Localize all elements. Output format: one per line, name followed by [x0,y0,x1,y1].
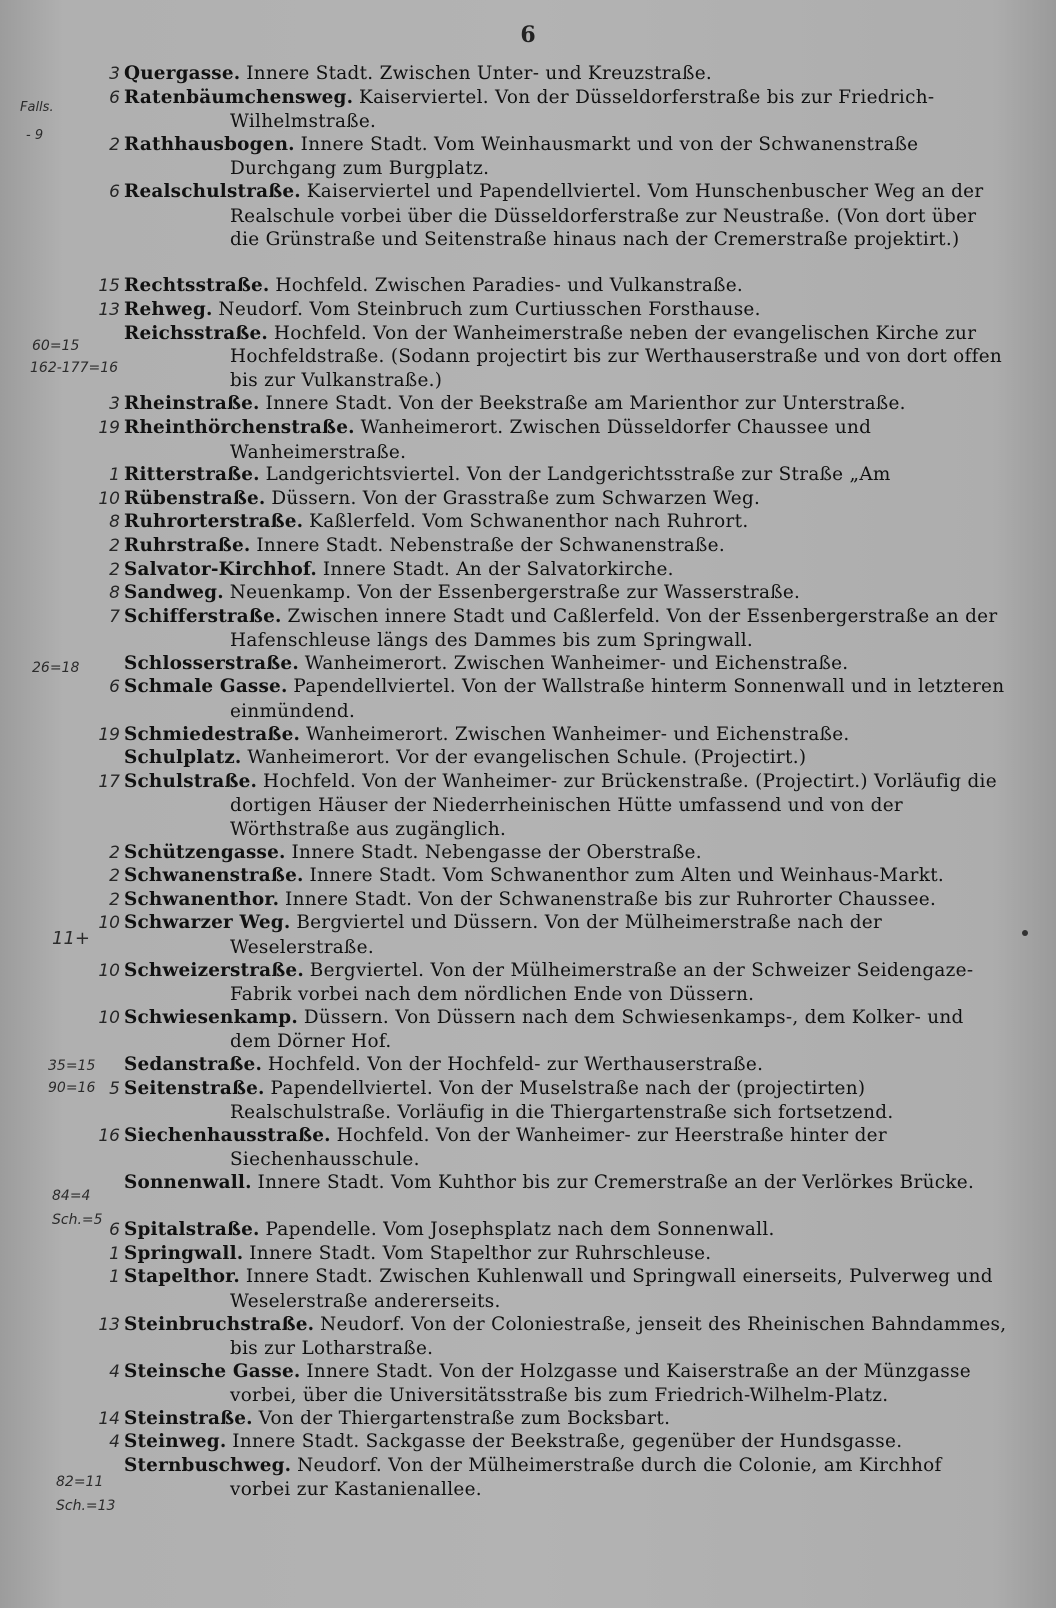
street-entry [0,746,1056,770]
street-name: Rathhausbogen. [124,133,295,155]
street-name: Sedanstraße. [124,1053,263,1075]
street-entry [0,1006,1056,1053]
handwritten-number: 13 [98,1314,120,1335]
margin-note: 90=16 [48,1080,96,1096]
handwritten-number: 2 [109,842,120,863]
street-entry [0,841,1056,865]
handwritten-number: 6 [109,1220,120,1241]
street-description: Neuenkamp. Von der Essenbergerstraße zur Wasserstraße. [229,582,801,604]
street-description: Kaßlerfeld. Vom Schwanenthor nach Ruhrort. [309,511,749,533]
street-name: Steinsche Gasse. [124,1360,301,1382]
street-entry [0,322,1056,393]
handwritten-number: 2 [109,559,120,580]
street-name: Schwiesenkamp. [124,1006,298,1028]
street-description: Papendellviertel. Von der Wallstraße hinterm Sonnenwall und in letzteren einmündend. [230,676,1005,723]
street-entry [0,463,1056,487]
street-name: Rheinthörchenstraße. [124,416,355,438]
street-entry [0,534,1056,558]
street-name: Quergasse. [124,63,241,84]
handwritten-number: 6 [109,181,120,202]
margin-note: Sch.=5 [52,1212,103,1228]
street-entry [0,1313,1056,1360]
street-description: Düssern. Von Düssern nach dem Schwiesenkamps-, dem Kolker- und dem Dörner Hof. [230,1006,964,1053]
street-description: Papendelle. Vom Josephsplatz nach dem Sonnenwall. [265,1219,775,1241]
handwritten-number: 10 [98,960,120,981]
street-description: Neudorf. Von der Mülheimerstraße durch die Colonie, am Kirchhof vorbei zur Kastanienallee. [230,1455,942,1500]
street-name: Schulstraße. [124,770,258,792]
street-entry [0,1430,1056,1454]
handwritten-number: 15 [98,276,120,297]
street-description: Innere Stadt. Vom Weinhausmarkt und von der Schwanenstraße Durchgang zum Burgplatz. [230,133,919,180]
street-entry [0,770,1056,841]
handwritten-number: 8 [109,583,120,604]
handwritten-number: 6 [109,677,120,698]
handwritten-number: 2 [109,134,120,155]
street-name: Ratenbäumchensweg. [124,86,354,108]
page-number: 6 [520,22,536,48]
street-description: Kaiserviertel und Papendellviertel. Vom Hunschenbuscher Weg an der Realschule vorbei über die Düsseldorferstraße zur Neustraße. (Von dort über die Grünstraße und Seitenstraße hinaus nach der Cremerstraße projektirt.) [230,180,984,251]
street-description: Bergviertel. Von der Mülheimerstraße an der Schweizer Seidengaze-Fabrik vorbei nach dem nördlichen Ende von Düssern. [230,959,974,1006]
street-entry [0,558,1056,582]
handwritten-number: 1 [109,1243,120,1264]
margin-note: 11+ [52,928,90,949]
street-entry [0,274,1056,298]
street-name: Sonnenwall. [124,1171,252,1193]
handwritten-number: 16 [98,1125,120,1146]
handwritten-number: 2 [109,866,120,887]
street-entry [0,86,1056,133]
street-name: Schlosserstraße. [124,652,299,674]
street-name: Rehweg. [124,298,213,320]
margin-note: 82=11 [56,1474,104,1490]
handwritten-number: 2 [109,535,120,556]
street-name: Schwanenstraße. [124,865,304,887]
margin-note: Falls. [20,100,54,115]
street-entry [0,1053,1056,1077]
handwritten-number: 1 [109,465,120,486]
street-description: Neudorf. Von der Coloniestraße, jenseit des Rheinischen Bahndammes, bis zur Lotharstraße. [230,1313,1007,1360]
street-name: Rübenstraße. [124,487,266,509]
street-description: Innere Stadt. Vom Kuhthor bis zur Cremerstraße an der Verlörkes Brücke. [257,1171,975,1193]
street-name: Spitalstraße. [124,1219,260,1241]
margin-note: - 9 [26,128,44,143]
street-name: Schützengasse. [124,841,286,863]
handwritten-number: 19 [98,417,120,438]
street-entry [0,180,1056,274]
street-description: Hochfeld. Zwischen Paradies- und Vulkanstraße. [275,275,744,297]
street-description: Wanheimerort. Vor der evangelischen Schule. (Projectirt.) [247,747,807,769]
street-entry [0,1454,1056,1501]
street-name: Ritterstraße. [124,464,260,486]
street-name: Steinweg. [124,1431,227,1453]
street-name: Sandweg. [124,582,224,604]
street-entry [0,959,1056,1006]
street-entry [0,1265,1056,1312]
street-name: Seitenstraße. [124,1077,265,1099]
street-name: Schifferstraße. [124,605,282,627]
street-entry [0,62,1056,86]
street-entry [0,298,1056,322]
street-entry [0,723,1056,747]
handwritten-number: 3 [109,394,120,415]
street-entry [0,1242,1056,1266]
street-description: Hochfeld. Von der Wanheimer- zur Heerstraße hinter der Siechenhausschule. [230,1124,887,1171]
street-name: Springwall. [124,1242,244,1264]
street-name: Salvator-Kirchhof. [124,558,317,580]
street-entry [0,864,1056,888]
street-entry [0,392,1056,416]
handwritten-number: 2 [109,889,120,910]
street-description: Innere Stadt. Vom Schwanenthor zum Alten und Weinhaus-Markt. [309,865,945,887]
handwritten-number: 10 [98,1007,120,1028]
street-description: Neudorf. Vom Steinbruch zum Curtiusschen Forsthause. [218,298,761,320]
street-entry [0,581,1056,605]
street-name: Realschulstraße. [124,180,301,202]
street-description: Innere Stadt. Zwischen Unter- und Kreuzstraße. [246,63,713,84]
street-description: Wanheimerort. Zwischen Wanheimer- und Eichenstraße. [305,723,850,745]
street-list [0,62,1056,1501]
street-description: Innere Stadt. Von der Beekstraße am Marienthor zur Unterstraße. [265,393,906,415]
street-name: Steinbruchstraße. [124,1313,315,1335]
street-description: Innere Stadt. An der Salvatorkirche. [322,558,674,580]
handwritten-number: 1 [109,1267,120,1288]
street-entry [0,1124,1056,1171]
street-description: Papendellviertel. Von der Muselstraße nach der (projectirten) Realschulstraße. Vorläufig in die Thiergartenstraße sich fortsetzend. [230,1077,894,1124]
street-entry [0,605,1056,652]
street-name: Schmale Gasse. [124,676,288,698]
street-entry [0,652,1056,676]
street-entry [0,1218,1056,1242]
street-description: Wanheimerort. Zwischen Düsseldorfer Chaussee und Wanheimerstraße. [230,416,872,463]
street-description: Innere Stadt. Vom Stapelthor zur Ruhrschleuse. [249,1242,712,1264]
street-description: Von der Thiergartenstraße zum Bocksbart. [258,1407,671,1429]
handwritten-number: 5 [109,1078,120,1099]
handwritten-number: 8 [109,512,120,533]
street-description: Kaiserviertel. Von der Düsseldorferstraße bis zur Friedrich-Wilhelmstraße. [230,86,935,133]
street-name: Rheinstraße. [124,393,260,415]
street-entry [0,1077,1056,1124]
street-entry [0,510,1056,534]
street-name: Schwarzer Weg. [124,912,291,934]
street-name: Stapelthor. [124,1266,240,1288]
handwritten-number: 4 [109,1432,120,1453]
street-entry [0,675,1056,722]
street-name: Reichsstraße. [124,322,269,344]
street-description: Innere Stadt. Von der Holzgasse und Kaiserstraße an der Münzgasse vorbei, über die Universitätsstraße bis zum Friedrich-Wilhelm-Platz. [230,1360,971,1407]
street-name: Sternbuschweg. [124,1455,292,1477]
street-description: Bergviertel und Düssern. Von der Mülheimerstraße nach der Weselerstraße. [230,912,883,959]
street-entry [0,133,1056,180]
handwritten-number: 13 [98,299,120,320]
street-entry [0,1407,1056,1431]
street-description: Düssern. Von der Grasstraße zum Schwarzen Weg. [271,487,761,509]
street-description: Innere Stadt. Zwischen Kuhlenwall und Springwall einerseits, Pulverweg und Weselerstraße andererseits. [230,1266,993,1312]
street-name: Rechtsstraße. [124,275,270,297]
handwritten-number: 10 [98,488,120,509]
handwritten-number: 4 [109,1361,120,1382]
street-description: Hochfeld. Von der Hochfeld- zur Werthauserstraße. [267,1053,764,1075]
street-name: Schweizerstraße. [124,959,304,981]
handwritten-number: 14 [98,1408,120,1429]
street-entry [0,416,1056,463]
margin-note: 162-177=16 [30,360,119,376]
street-description: Landgerichtsviertel. Von der Landgerichtsstraße zur Straße „Am [265,464,891,486]
street-description: Innere Stadt. Nebengasse der Oberstraße. [291,841,702,863]
street-description: Innere Stadt. Von der Schwanenstraße bis zur Ruhrorter Chaussee. [285,888,937,910]
handwritten-number: 6 [109,87,120,108]
street-name: Siechenhausstraße. [124,1124,331,1146]
street-name: Schulplatz. [124,747,242,769]
street-entry [0,888,1056,912]
street-description: Zwischen innere Stadt und Caßlerfeld. Von der Essenbergerstraße an der Hafenschleuse längs des Dammes bis zum Springwall. [230,605,998,652]
street-description: Wanheimerort. Zwischen Wanheimer- und Eichenstraße. [304,652,849,674]
handwritten-number: 17 [98,771,120,792]
street-name: Ruhrstraße. [124,534,251,556]
street-description: Hochfeld. Von der Wanheimerstraße neben der evangelischen Kirche zur Hochfeldstraße. (Sodann projectirt bis zur Werthauserstraße und von dort offen bis zur Vulkanstraße.) [230,322,1003,391]
margin-note: 84=4 [52,1188,91,1204]
handwritten-number: 3 [109,64,120,84]
street-description: Innere Stadt. Sackgasse der Beekstraße, gegenüber der Hundsgasse. [232,1431,903,1453]
street-entry [0,1171,1056,1218]
street-description: Hochfeld. Von der Wanheimer- zur Brückenstraße. (Projectirt.) Vorläufig die dortigen Häuser der Niederrheinischen Hütte umfassend und von der Wörthstraße aus zugänglich. [230,770,997,841]
street-name: Schwanenthor. [124,888,280,910]
margin-note: 60=15 [32,338,80,354]
street-entry [0,1360,1056,1407]
street-name: Steinstraße. [124,1407,253,1429]
handwritten-number: 7 [109,606,120,627]
street-name: Schmiedestraße. [124,723,301,745]
handwritten-number: 10 [98,913,120,934]
margin-note: 26=18 [32,660,80,676]
ink-dot [1022,930,1028,936]
handwritten-number: 19 [98,724,120,745]
street-name: Ruhrorterstraße. [124,511,304,533]
margin-note: 35=15 [48,1058,96,1074]
street-entry [0,487,1056,511]
street-entry [0,911,1056,958]
margin-note: Sch.=13 [56,1498,116,1514]
street-description: Innere Stadt. Nebenstraße der Schwanenstraße. [256,534,725,556]
